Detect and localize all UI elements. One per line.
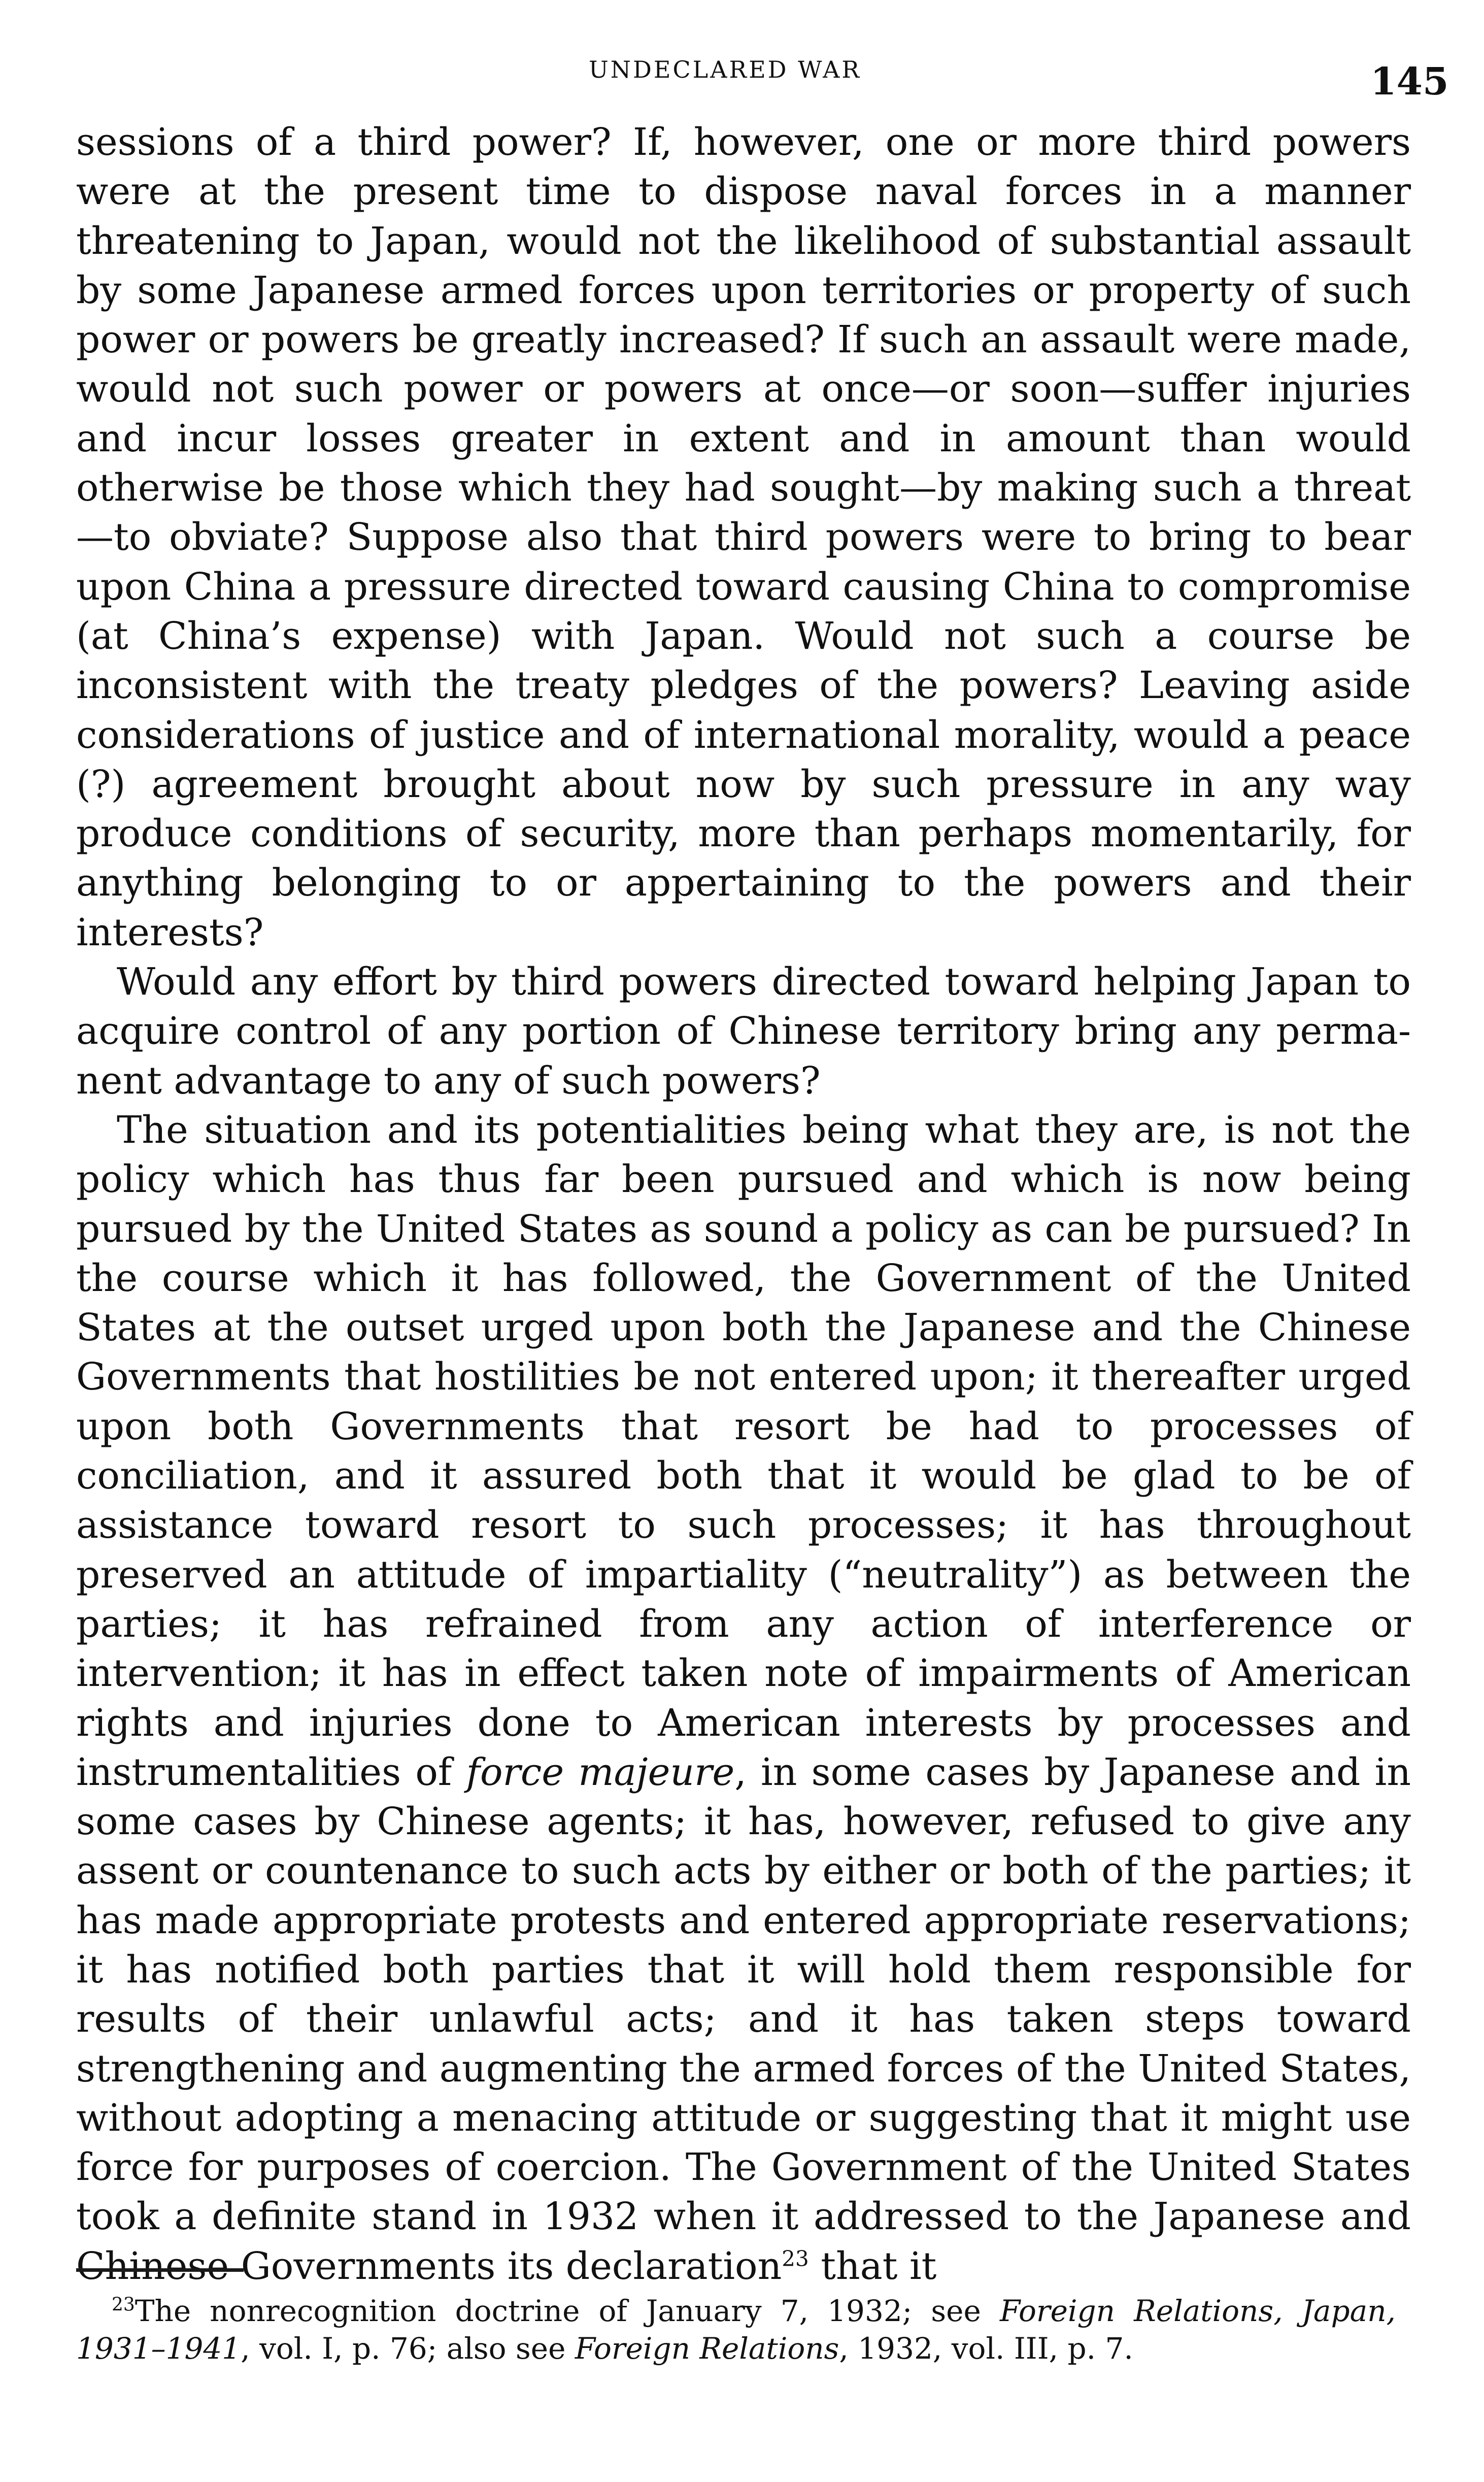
footnote-marker: 23 [112,2294,135,2315]
paragraph-2: Would any effort by third powers directed toward helping Japan to acquire control of any portion of Chinese territory bring any permanent advantage to any of such powers? [76,960,1411,1103]
footnote-italic-1: Foreign Relations, Japan, 1931–1941 [76,2294,1396,2366]
paragraph-3-text-b: , in some cases by Japanese and in some cases by Chinese agents; it has, however, refused to give any assent or countenance to such acts by either or both of the parties; it has made appropriate protests and entered appropriate reservations; it has notified both parties that it will hold them responsible for results of their unlawful acts; and it has taken steps toward strengthening and augmenting the armed forces of the United States, without adopting a menacing attitude or suggesting that it might use force for purposes of coercion. The Government of the United States took a definite stand in 1932 when it addressed to the Japanese and Chinese Governments its declaration [76,1750,1411,2288]
footnote-text-a: The nonrecognition doctrine of January 7, 1932; see [134,2294,1000,2328]
page-number: 145 [1370,60,1449,104]
body-text [76,118,1411,2291]
footnote-italic-2: Foreign Relations [575,2331,839,2366]
footnote-text-c: , 1932, vol. III, p. 7. [839,2331,1133,2366]
footnote-text [76,2292,1396,2367]
paragraph-3 [76,1106,1411,2291]
paragraph-3-text-c: that it [808,2244,937,2288]
footnote-text-b: , vol. I, p. 76; also see [241,2331,575,2366]
paragraph-1: sessions of a third power? If, however, one or more third powers were at the present time to dispose naval forces in a manner threatening to Japan, would not the likelihood of substantial assault by some Japanese armed forces upon territories or property of such power or powers be greatly increased? If such an assault were made, would not such power or powers at once—or soon—suffer injuries and incur losses greater in extent and in amount than would otherwise be those which they had sought—by making such a threat—to obviate? Suppose also that third powers were to bring to bear upon China a pressure directed toward causing China to compromise (at China’s expense) with Japan. Would not such a course be inconsistent with the treaty pledges of the powers? Leaving aside considerations of justice and of international morality, would a peace (?) agreement brought about now by such pressure in any way produce conditions of security, more than perhaps momentarily, for anything belonging to or appertaining to the powers and their interests? [76,120,1411,954]
footnote-divider [76,2268,244,2272]
paragraph-3-text-a: The situation and its potentialities being what they are, is not the policy which has thus far been pursued and which is now being pursued by the United States as sound a policy as can be pursued? In the course which it has followed, the Government of the United States at the outset urged upon both the Japanese and the Chinese Governments that hostilities be not entered upon; it thereafter urged upon both Governments that resort be had to processes of conciliation, and it assured both that it would be glad to be of assistance toward resort to such processes; it has throughout preserved an attitude of impartiality (“neutrality”) as between the parties; it has refrained from any action of interference or intervention; it has in effect taken note of impairments of American rights and injuries done to American interests by processes and instrumentalities of [76,1108,1411,1794]
footnote [76,2292,1396,2367]
paragraph-3-italic: force majeure [466,1750,735,1794]
footnote-reference: 23 [782,2246,809,2271]
running-title: UNDECLARED WAR [589,56,862,83]
